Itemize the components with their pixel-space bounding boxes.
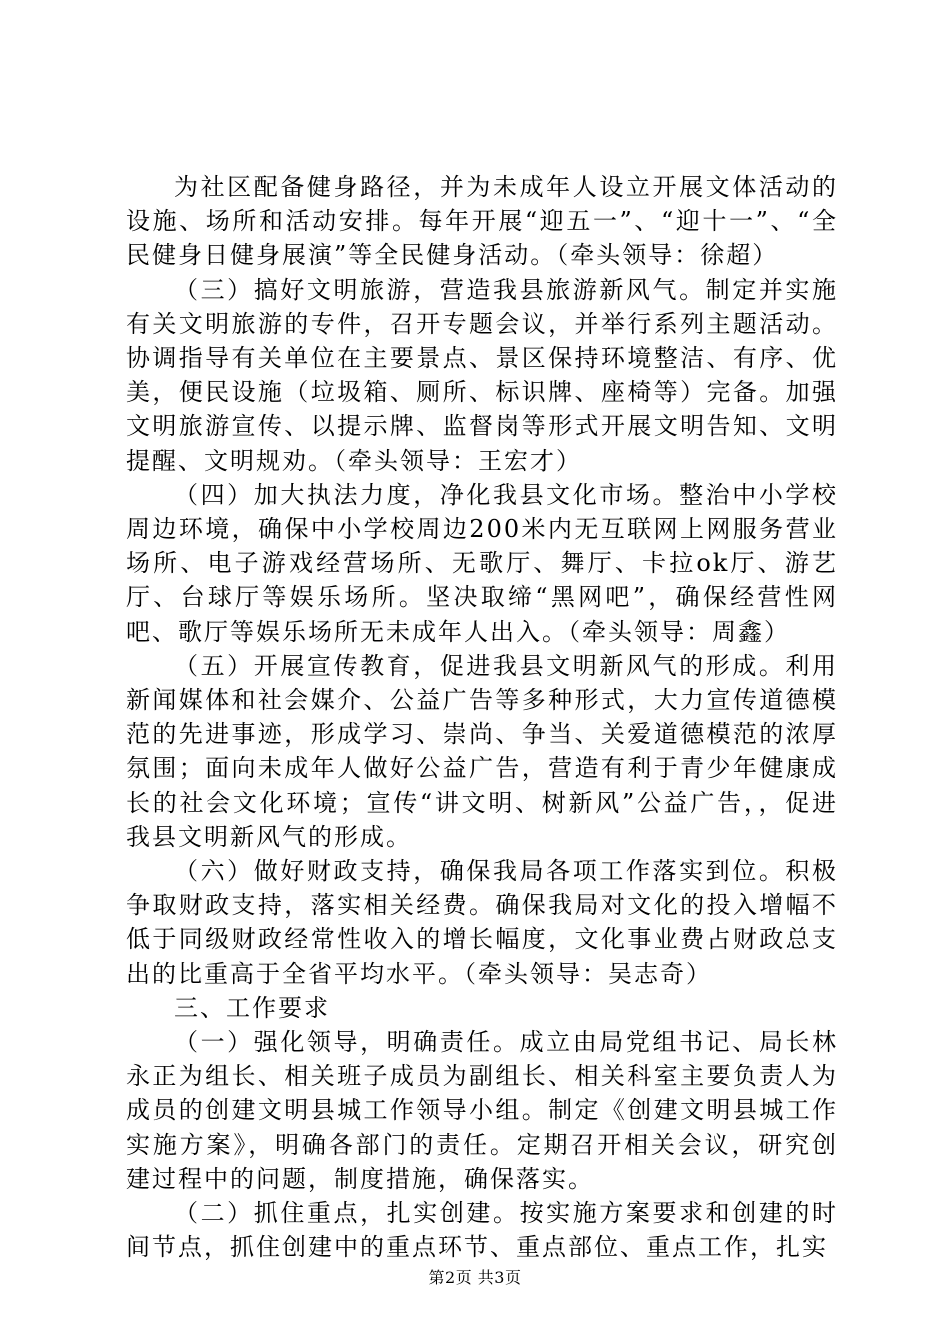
document-body: [126, 170, 838, 1265]
paragraph-leadership-responsibility: （一）强化领导，明确责任。成立由局党组书记、局长林永正为组长、相关班子成员为副组长、相关科室主要负责人为成员的创建文明县城工作领导小组。制定《创建文明县城工作实施方案》，明确各部门的责任。定期召开相关会议，研究创建过程中的问题，制度措施，确保落实。: [126, 1028, 838, 1193]
paragraph-civilized-tourism: （三）搞好文明旅游，营造我县旅游新风气。制定并实施有关文明旅游的专件，召开专题会议，并举行系列主题活动。协调指导有关单位在主要景点、景区保持环境整洁、有序、优美，便民设施（垃圾箱、厕所、标识牌、座椅等）完备。加强文明旅游宣传、以提示牌、监督岗等形式开展文明告知、文明提醒、文明规劝。（牵头领导：王宏才）: [126, 275, 838, 475]
section-heading-work-requirements: 三、工作要求: [174, 993, 330, 1022]
paragraph-publicity-education: （五）开展宣传教育，促进我县文明新风气的形成。利用新闻媒体和社会媒介、公益广告等多种形式，大力宣传道德模范的先进事迹，形成学习、崇尚、争当、关爱道德模范的浓厚氛围；面向未成年人做好公益广告，营造有利于青少年健康成长的社会文化环境；宣传“讲文明、树新风”公益广告，，促进我县文明新风气的形成。: [126, 651, 838, 851]
page-number-footer: 第2页 共3页: [428, 1268, 522, 1287]
paragraph-fitness-facilities: 为社区配备健身路径，并为未成年人设立开展文体活动的设施、场所和活动安排。每年开展“迎五一”、“迎十一”、“全民健身日健身展演”等全民健身活动。（牵头领导：徐超）: [126, 173, 838, 270]
paragraph-law-enforcement: （四）加大执法力度，净化我县文化市场。整治中小学校周边环境，确保中小学校周边200米内无互联网上网服务营业场所、电子游戏经营场所、无歌厅、舞厅、卡拉ok厅、游艺厅、台球厅等娱乐场所。坚决取缔“黑网吧”，确保经营性网吧、歌厅等娱乐场所无未成年人出入。（牵头领导：周鑫）: [126, 480, 838, 646]
paragraph-financial-support: （六）做好财政支持，确保我局各项工作落实到位。积极争取财政支持，落实相关经费。确保我局对文化的投入增幅不低于同级财政经常性收入的增长幅度，文化事业费占财政总支出的比重高于全省平均水平。（牵头领导：吴志奇）: [126, 857, 838, 988]
paragraph-focus-key-points: （二）抓住重点，扎实创建。按实施方案要求和创建的时间节点，抓住创建中的重点环节、重点部位、重点工作，扎实: [126, 1199, 838, 1262]
